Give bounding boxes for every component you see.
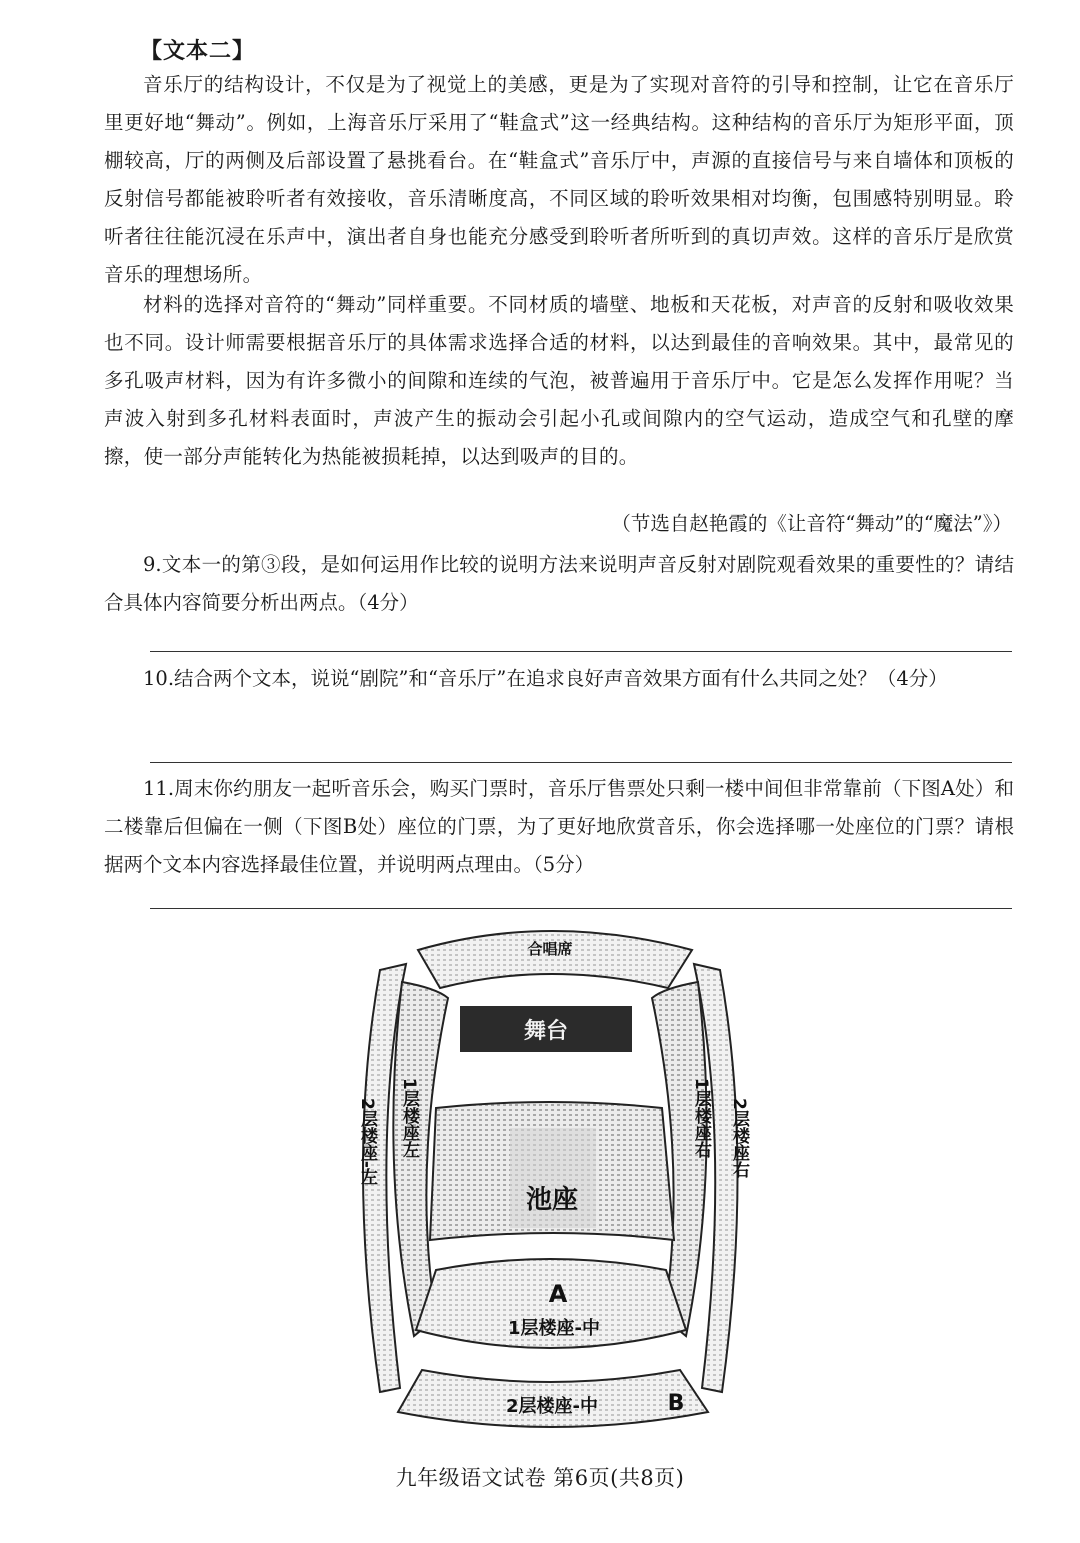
question-10 (104, 660, 1014, 698)
balcony1-right-label: 1层楼座右 (691, 1078, 711, 1158)
balcony1-center-label: 1层楼座-中 (508, 1318, 600, 1339)
answer-line-9[interactable] (150, 651, 1012, 652)
section-title: 【文本二】 (140, 39, 256, 64)
balcony1-right-label-wrap (690, 1078, 716, 1248)
stage-label: 舞台 (523, 1019, 569, 1044)
question-11 (104, 770, 1014, 884)
balcony1-left-label: 1层楼座左 (399, 1078, 419, 1158)
paragraph-text: 音乐厅的结构设计，不仅是为了视觉上的美感，更是为了实现对音符的引导和控制，让它在音乐厅里更好地“舞动”。例如，上海音乐厅采用了“鞋盒式”这一经典结构。这种结构的音乐厅为矩形平面，顶棚较高，厅的两侧及后部设置了悬挑看台。在“鞋盒式”音乐厅中，声源的直接信号与来自墙体和顶板的反射信号都能被聆听者有效接收，音乐清晰度高，不同区域的聆听效果相对均衡，包围感特别明显。聆听者往往能沉浸在乐声中，演出者自身也能充分感受到聆听者所听到的真切声效。这样的音乐厅是欣赏音乐的理想场所。 (104, 73, 1014, 286)
page-footer: 九年级语文试卷 第6页(共8页) (395, 1466, 685, 1490)
question-text: 11.周末你约朋友一起听音乐会，购买门票时，音乐厅售票处只剩一楼中间但非常靠前（下图A处）和二楼靠后但偏在一侧（下图B处）座位的门票，为了更好地欣赏音乐，你会选择哪一处座位的门票？请根据两个文本内容选择最佳位置，并说明两点理由。（5分） (104, 777, 1014, 876)
stalls-label: 池座 (525, 1185, 579, 1215)
balcony2-right-label-wrap (728, 1098, 754, 1268)
question-text: 9.文本一的第③段，是如何运用作比较的说明方法来说明声音反射对剧院观看效果的重要性的？请结合具体内容简要分析出两点。（4分） (104, 553, 1014, 614)
paragraph-1 (104, 66, 1014, 294)
balcony1-left-label-wrap (398, 1078, 424, 1248)
seating-map (340, 918, 760, 1438)
answer-line-11[interactable] (150, 908, 1012, 909)
question-text: 10.结合两个文本，说说“剧院”和“音乐厅”在追求良好声音效果方面有什么共同之处？（4分） (143, 667, 948, 690)
marker-a: A (548, 1280, 568, 1308)
paragraph-text: 材料的选择对音符的“舞动”同样重要。不同材质的墙壁、地板和天花板，对声音的反射和吸收效果也不同。设计师需要根据音乐厅的具体需求选择合适的材料，以达到最佳的音响效果。其中，最常见的多孔吸声材料，因为有许多微小的间隙和连续的气泡，被普遍用于音乐厅中。它是怎么发挥作用呢？当声波入射到多孔材料表面时，声波产生的振动会引起小孔或间隙内的空气运动，造成空气和孔壁的摩擦，使一部分声能转化为热能被损耗掉，以达到吸声的目的。 (104, 293, 1014, 468)
paragraph-2 (104, 286, 1014, 476)
balcony2-left-label: 2层楼座-左 (357, 1098, 377, 1185)
answer-line-10[interactable] (150, 762, 1012, 763)
source-citation: （节选自赵艳霞的《让音符“舞动”的“魔法”》） (611, 512, 1012, 535)
question-9 (104, 546, 1014, 622)
balcony2-left-label-wrap (356, 1098, 382, 1278)
marker-b: B (667, 1391, 685, 1416)
balcony2-right-label: 2层楼座右 (729, 1098, 749, 1178)
choir-label: 合唱席 (527, 940, 573, 958)
balcony2-center-label: 2层楼座-中 (506, 1396, 598, 1417)
